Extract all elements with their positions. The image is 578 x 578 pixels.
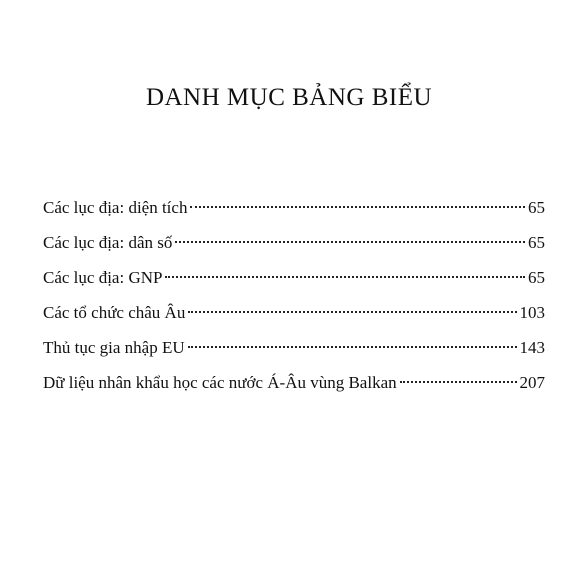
toc-entry — [43, 260, 545, 295]
dot-leader — [165, 276, 525, 278]
page-title: DANH MỤC BẢNG BIỂU — [145, 84, 433, 111]
toc-entry-page: 65 — [528, 233, 545, 252]
toc-entry-page: 207 — [519, 373, 545, 392]
toc-entry — [43, 225, 545, 260]
toc-entry — [43, 190, 545, 225]
toc-entry-page: 65 — [528, 198, 545, 217]
toc-entry-page: 143 — [519, 338, 545, 357]
toc-entry-label: Thủ tục gia nhập EU — [43, 338, 185, 357]
table-of-tables — [43, 190, 545, 400]
toc-entry-label: Các lục địa: GNP — [43, 268, 163, 287]
toc-entry-label: Các lục địa: diện tích — [43, 198, 188, 217]
toc-entry-label: Dữ liệu nhân khẩu học các nước Á-Âu vùng Balkan — [43, 373, 397, 392]
toc-entry — [43, 330, 545, 365]
dot-leader — [175, 241, 525, 243]
toc-entry-label: Các tổ chức châu Âu — [43, 303, 186, 322]
dot-leader — [190, 206, 525, 208]
toc-entry — [43, 295, 545, 330]
dot-leader — [188, 311, 516, 313]
dot-leader — [188, 346, 517, 348]
dot-leader — [400, 381, 517, 383]
toc-entry-page: 65 — [528, 268, 545, 287]
toc-entry — [43, 365, 545, 400]
toc-entry-label: Các lục địa: dân số — [43, 233, 173, 252]
toc-entry-page: 103 — [519, 303, 545, 322]
